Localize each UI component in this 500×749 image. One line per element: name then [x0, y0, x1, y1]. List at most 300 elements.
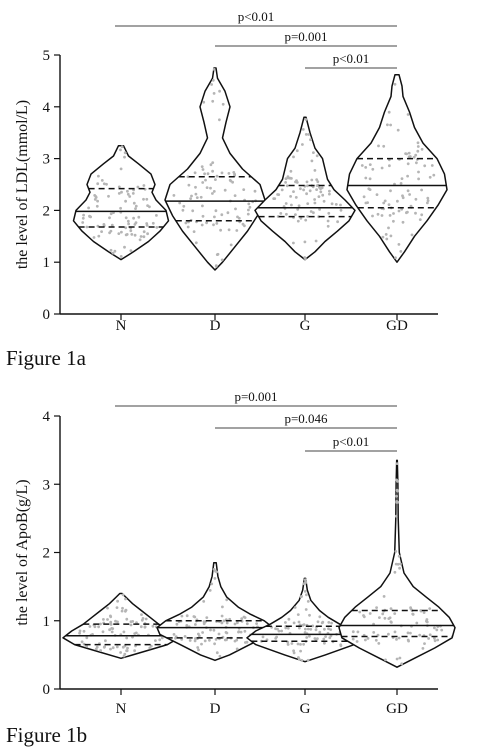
data-point — [298, 621, 301, 624]
x-tick-label: D — [209, 701, 221, 717]
data-point — [247, 213, 250, 216]
data-point — [201, 205, 204, 208]
data-point — [307, 628, 310, 631]
data-point — [284, 181, 287, 184]
significance-label: p=0.001 — [284, 29, 328, 44]
data-point — [125, 649, 128, 652]
data-point — [123, 246, 126, 249]
data-point — [201, 631, 204, 634]
data-point — [209, 589, 212, 592]
data-point — [219, 229, 222, 232]
data-point — [395, 638, 398, 641]
data-point — [124, 226, 127, 229]
data-point — [213, 68, 216, 71]
data-point — [364, 177, 367, 180]
data-point — [331, 202, 334, 205]
data-point — [109, 621, 112, 624]
data-point — [395, 515, 398, 518]
data-point — [423, 611, 426, 614]
data-point — [247, 203, 250, 206]
data-point — [364, 639, 367, 642]
data-point — [96, 182, 99, 185]
data-point — [125, 637, 128, 640]
data-point — [209, 629, 212, 632]
data-point — [398, 637, 401, 640]
data-point — [240, 617, 243, 620]
data-point — [203, 172, 206, 175]
data-point — [194, 186, 197, 189]
data-point — [218, 118, 221, 121]
data-point — [411, 613, 414, 616]
panel-figure-1a — [14, 9, 447, 334]
data-point — [297, 613, 300, 616]
data-point — [385, 233, 388, 236]
data-point — [369, 177, 372, 180]
data-point — [304, 241, 307, 244]
data-point — [394, 631, 397, 634]
data-point — [143, 235, 146, 238]
data-point — [110, 249, 113, 252]
data-point — [335, 203, 338, 206]
data-point — [214, 577, 217, 580]
data-point — [422, 647, 425, 650]
data-point — [204, 640, 207, 643]
data-point — [376, 193, 379, 196]
data-point — [212, 79, 215, 82]
data-point — [408, 155, 411, 158]
data-point — [407, 162, 410, 165]
data-point — [133, 202, 136, 205]
data-point — [378, 616, 381, 619]
data-point — [389, 124, 392, 127]
data-point — [142, 198, 145, 201]
data-point — [235, 639, 238, 642]
data-point — [81, 640, 84, 643]
data-point — [274, 637, 277, 640]
data-point — [124, 151, 127, 154]
data-point — [185, 624, 188, 627]
data-point — [96, 200, 99, 203]
data-point — [315, 178, 318, 181]
data-point — [312, 151, 315, 154]
data-point — [329, 628, 332, 631]
data-point — [352, 638, 355, 641]
data-point — [285, 213, 288, 216]
data-point — [204, 179, 207, 182]
data-point — [407, 632, 410, 635]
data-point — [211, 161, 214, 164]
data-point — [298, 658, 301, 661]
data-point — [328, 193, 331, 196]
data-point — [377, 145, 380, 148]
data-point — [423, 642, 426, 645]
data-point — [193, 230, 196, 233]
data-point — [284, 621, 287, 624]
data-point — [375, 639, 378, 642]
data-point — [289, 195, 292, 198]
data-point — [228, 228, 231, 231]
data-point — [302, 643, 305, 646]
data-point — [434, 639, 437, 642]
data-point — [201, 224, 204, 227]
data-point — [327, 621, 330, 624]
data-point — [398, 567, 401, 570]
data-point — [202, 600, 205, 603]
data-point — [363, 195, 366, 198]
data-point — [111, 224, 114, 227]
data-point — [415, 161, 418, 164]
y-tick-label: 0 — [42, 682, 50, 698]
data-point — [242, 223, 245, 226]
data-point — [201, 165, 204, 168]
data-point — [242, 188, 245, 191]
data-point — [407, 113, 410, 116]
data-point — [237, 631, 240, 634]
data-point — [139, 238, 142, 241]
data-point — [420, 213, 423, 216]
data-point — [287, 177, 290, 180]
y-tick-label: 3 — [42, 151, 50, 168]
data-point — [414, 154, 417, 157]
data-point — [121, 145, 124, 148]
data-point — [427, 199, 430, 202]
data-point — [97, 235, 100, 238]
data-point — [369, 612, 372, 615]
data-point — [97, 175, 100, 178]
data-point — [292, 242, 295, 245]
data-point — [307, 133, 310, 136]
data-point — [148, 647, 151, 650]
data-point — [384, 617, 387, 620]
data-point — [317, 620, 320, 623]
data-point — [401, 194, 404, 197]
data-point — [302, 624, 305, 627]
data-point — [406, 175, 409, 178]
data-point — [295, 196, 298, 199]
data-point — [396, 462, 399, 465]
data-point — [381, 214, 384, 217]
significance-label: p<0.01 — [332, 434, 370, 449]
data-point — [297, 220, 300, 223]
data-point — [294, 606, 297, 609]
data-point — [394, 83, 397, 86]
data-point — [393, 612, 396, 615]
data-point — [240, 631, 243, 634]
data-point — [390, 621, 393, 624]
data-point — [255, 622, 258, 625]
data-point — [357, 631, 360, 634]
data-point — [304, 582, 307, 585]
data-point — [305, 636, 308, 639]
data-point — [217, 253, 220, 256]
data-point — [145, 198, 148, 201]
data-point — [226, 622, 229, 625]
significance-label: p<0.01 — [237, 9, 275, 24]
data-point — [411, 234, 414, 237]
data-point — [254, 190, 257, 193]
y-tick-label: 3 — [42, 477, 50, 494]
data-point — [340, 209, 343, 212]
data-point — [322, 638, 325, 641]
y-tick-label: 4 — [42, 409, 50, 425]
y-tick-label: 1 — [42, 613, 50, 630]
data-point — [390, 235, 393, 238]
data-point — [273, 197, 276, 200]
data-point — [185, 222, 188, 225]
data-point — [211, 100, 214, 103]
data-point — [213, 642, 216, 645]
data-point — [300, 595, 303, 598]
data-point — [143, 230, 146, 233]
significance-label: p=0.046 — [284, 411, 328, 426]
data-point — [296, 149, 299, 152]
data-point — [226, 632, 229, 635]
data-point — [316, 154, 319, 157]
data-point — [123, 156, 126, 159]
data-point — [87, 207, 90, 210]
data-point — [423, 164, 426, 167]
data-point — [415, 622, 418, 625]
data-point — [303, 256, 306, 259]
data-point — [130, 624, 133, 627]
data-point — [324, 635, 327, 638]
data-point — [96, 205, 99, 208]
data-point — [369, 188, 372, 191]
data-point — [440, 629, 443, 632]
data-point — [336, 220, 339, 223]
data-point — [173, 194, 176, 197]
data-point — [386, 123, 389, 126]
data-point — [189, 197, 192, 200]
significance-label: p<0.01 — [332, 51, 370, 66]
data-point — [194, 640, 197, 643]
data-point — [93, 236, 96, 239]
data-point — [244, 641, 247, 644]
data-point — [304, 590, 307, 593]
figure-caption-1a: Figure 1a — [6, 346, 86, 370]
data-point — [186, 614, 189, 617]
data-point — [125, 609, 128, 612]
data-point — [210, 83, 213, 86]
data-point — [397, 129, 400, 132]
data-point — [276, 628, 279, 631]
data-point — [315, 188, 318, 191]
data-point — [190, 195, 193, 198]
data-point — [218, 90, 221, 93]
data-point — [294, 213, 297, 216]
data-point — [78, 632, 81, 635]
data-point — [395, 495, 398, 498]
panel-figure-1b — [14, 389, 455, 717]
data-point — [140, 625, 143, 628]
data-point — [137, 216, 140, 219]
data-point — [144, 626, 147, 629]
data-point — [107, 195, 110, 198]
data-point — [236, 648, 239, 651]
data-point — [426, 621, 429, 624]
y-tick-label: 2 — [42, 203, 50, 220]
data-point — [399, 250, 402, 253]
data-point — [323, 200, 326, 203]
data-point — [364, 166, 367, 169]
data-point — [124, 598, 127, 601]
data-point — [305, 192, 308, 195]
figure-caption-1b: Figure 1b — [6, 723, 88, 747]
data-point — [429, 633, 432, 636]
data-point — [428, 607, 431, 610]
data-point — [426, 618, 429, 621]
data-point — [301, 143, 304, 146]
data-point — [104, 639, 107, 642]
data-point — [407, 639, 410, 642]
data-point — [292, 190, 295, 193]
data-point — [194, 623, 197, 626]
data-point — [103, 182, 106, 185]
data-point — [132, 217, 135, 220]
data-point — [211, 170, 214, 173]
data-point — [404, 152, 407, 155]
data-point — [397, 563, 400, 566]
data-point — [415, 198, 418, 201]
data-point — [229, 179, 232, 182]
data-point — [145, 222, 148, 225]
data-point — [396, 480, 399, 483]
data-point — [120, 255, 123, 258]
data-point — [365, 202, 368, 205]
data-point — [388, 203, 391, 206]
data-point — [387, 633, 390, 636]
data-point — [216, 651, 219, 654]
data-point — [394, 571, 397, 574]
data-point — [95, 196, 98, 199]
data-point — [214, 570, 217, 573]
data-point — [234, 194, 237, 197]
data-point — [306, 181, 309, 184]
data-point — [416, 150, 419, 153]
data-point — [433, 627, 436, 630]
data-point — [409, 632, 412, 635]
data-point — [318, 195, 321, 198]
data-point — [200, 196, 203, 199]
data-point — [114, 620, 117, 623]
data-point — [119, 149, 122, 152]
data-point — [188, 184, 191, 187]
data-point — [223, 620, 226, 623]
data-point — [328, 190, 331, 193]
data-point — [182, 205, 185, 208]
data-point — [88, 215, 91, 218]
data-point — [126, 233, 129, 236]
data-point — [106, 618, 109, 621]
data-point — [228, 172, 231, 175]
data-point — [130, 233, 133, 236]
data-point — [321, 194, 324, 197]
data-point — [418, 634, 421, 637]
data-point — [114, 250, 117, 253]
data-point — [304, 578, 307, 581]
data-point — [249, 206, 252, 209]
data-point — [236, 621, 239, 624]
data-point — [388, 111, 391, 114]
data-point — [206, 186, 209, 189]
data-point — [314, 169, 317, 172]
data-point — [375, 606, 378, 609]
violin-N — [74, 146, 169, 260]
data-point — [193, 615, 196, 618]
data-point — [339, 643, 342, 646]
data-point — [321, 186, 324, 189]
data-point — [384, 200, 387, 203]
data-point — [381, 167, 384, 170]
data-point — [135, 205, 138, 208]
data-point — [306, 184, 309, 187]
data-point — [125, 618, 128, 621]
data-point — [426, 197, 429, 200]
data-point — [108, 628, 111, 631]
data-point — [130, 620, 133, 623]
data-point — [189, 639, 192, 642]
data-point — [221, 606, 224, 609]
x-tick-label: D — [209, 318, 221, 334]
data-point — [209, 187, 212, 190]
data-point — [367, 637, 370, 640]
data-point — [121, 607, 124, 610]
data-point — [435, 629, 438, 632]
data-point — [134, 234, 137, 237]
data-point — [116, 606, 119, 609]
data-point — [433, 637, 436, 640]
data-point — [401, 177, 404, 180]
data-point — [103, 646, 106, 649]
data-point — [309, 628, 312, 631]
data-point — [304, 628, 307, 631]
data-point — [101, 179, 104, 182]
data-point — [396, 489, 399, 492]
data-point — [304, 219, 307, 222]
data-point — [305, 133, 308, 136]
data-point — [214, 178, 217, 181]
data-point — [202, 101, 205, 104]
data-point — [299, 643, 302, 646]
data-point — [86, 226, 89, 229]
data-point — [213, 216, 216, 219]
data-point — [122, 646, 125, 649]
data-point — [112, 646, 115, 649]
data-point — [215, 265, 218, 268]
data-point — [158, 638, 161, 641]
data-point — [308, 635, 311, 638]
data-point — [246, 622, 249, 625]
x-tick-label: G — [299, 701, 311, 717]
data-point — [116, 646, 119, 649]
data-point — [82, 214, 85, 217]
x-tick-label: GD — [386, 701, 408, 717]
data-point — [436, 639, 439, 642]
data-point — [140, 613, 143, 616]
data-point — [174, 637, 177, 640]
data-point — [195, 193, 198, 196]
data-point — [123, 631, 126, 634]
data-point — [417, 141, 420, 144]
data-point — [222, 103, 225, 106]
data-point — [299, 650, 302, 653]
data-point — [356, 640, 359, 643]
data-point — [173, 633, 176, 636]
data-point — [371, 168, 374, 171]
data-point — [298, 204, 301, 207]
data-point — [392, 220, 395, 223]
y-tick-label: 2 — [42, 545, 50, 562]
